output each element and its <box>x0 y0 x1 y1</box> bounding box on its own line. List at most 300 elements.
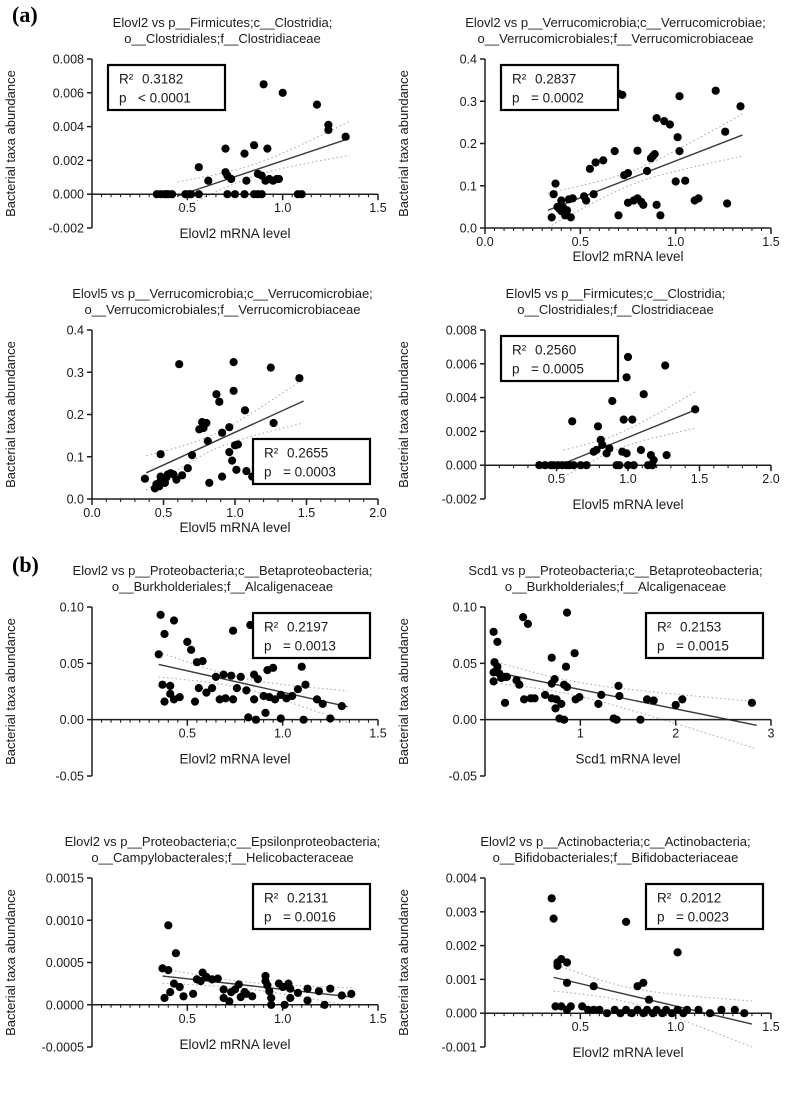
r2-label: R² <box>264 445 279 461</box>
data-point <box>252 716 260 724</box>
data-point <box>563 609 571 617</box>
p-label: p <box>264 464 272 480</box>
data-point <box>740 1009 748 1017</box>
data-point <box>204 437 212 445</box>
data-point <box>301 681 309 689</box>
stats-box <box>646 884 763 929</box>
data-point <box>618 91 626 99</box>
data-point <box>230 387 238 395</box>
y-axis-label: Bacterial taxa abundance <box>3 341 18 488</box>
data-point <box>313 101 321 109</box>
scatter-plot-elovl5-verrucomicrobiaceae <box>0 322 393 544</box>
x-tick-label: 2.0 <box>762 472 780 487</box>
y-tick-label: 0.006 <box>52 86 84 101</box>
scatter-plot-elovl2-clostridiaceae <box>0 51 393 273</box>
data-point <box>678 695 686 703</box>
data-point <box>223 190 231 198</box>
y-tick-label: 0.4 <box>66 323 84 338</box>
data-point <box>141 475 149 483</box>
data-point <box>187 646 195 654</box>
data-point <box>613 716 621 724</box>
r2-value: 0.2131 <box>287 890 329 906</box>
y-tick-label: -0.05 <box>55 769 84 784</box>
data-point <box>623 449 631 457</box>
data-point <box>218 429 226 437</box>
r2-label: R² <box>657 890 672 906</box>
data-point <box>515 681 523 689</box>
data-point <box>723 199 731 207</box>
plot-title-line1: Elovl2 vs p__Firmicutes;c__Clostridia; <box>112 15 333 30</box>
y-tick-label: 0.002 <box>445 939 477 954</box>
y-tick-label: 0.10 <box>59 600 84 615</box>
y-axis-label: Bacterial taxa abundance <box>3 70 18 217</box>
data-point <box>235 980 243 988</box>
data-point <box>493 638 501 646</box>
data-point <box>614 211 622 219</box>
data-point <box>214 975 222 983</box>
data-point <box>204 177 212 185</box>
plot-title-line1: Elovl2 vs p__Proteobacteria;c__Epsilonproteobacteria; <box>64 834 381 849</box>
data-point <box>675 147 683 155</box>
y-tick-label: 0.0000 <box>45 998 84 1013</box>
data-point <box>672 701 680 709</box>
data-point <box>281 1001 289 1009</box>
data-point <box>270 419 278 427</box>
data-point <box>531 694 539 702</box>
p-value: = 0.0023 <box>676 909 729 925</box>
data-point <box>183 638 191 646</box>
data-point <box>338 991 346 999</box>
data-point <box>267 994 275 1002</box>
data-point <box>731 1006 739 1014</box>
data-point <box>624 169 632 177</box>
data-point <box>557 955 565 963</box>
y-tick-label: 0.008 <box>52 52 84 67</box>
data-point <box>184 464 192 472</box>
data-point <box>637 446 645 454</box>
figure-cell <box>393 283 786 544</box>
x-tick-label: 0.5 <box>547 472 566 487</box>
data-point <box>620 416 628 424</box>
data-point <box>300 716 308 724</box>
panel-b <box>0 550 787 1092</box>
data-point <box>650 696 658 704</box>
scatter-plot-scd1-alcaligenaceae <box>393 599 786 821</box>
plot-title-line2: o__Bifidobacteriales;f__Bifidobacteriaceae <box>492 850 739 865</box>
x-tick-label: 1.0 <box>273 201 292 216</box>
data-point <box>178 471 186 479</box>
y-axis-label: Bacterial taxa abundance <box>3 618 18 765</box>
figure-cell <box>393 831 786 1092</box>
r2-value: 0.2197 <box>287 619 329 635</box>
y-tick-label: 0.2 <box>66 408 84 422</box>
figure-cell <box>0 283 393 544</box>
data-point <box>248 992 256 1000</box>
x-tick-label: 0.5 <box>571 235 590 249</box>
figure-cell <box>0 560 393 821</box>
data-point <box>242 177 250 185</box>
plot-title-line1: Scd1 vs p__Proteobacteria;c__Betaproteobacteria; <box>468 563 763 578</box>
plot-title <box>419 12 787 51</box>
data-point <box>205 479 213 487</box>
data-point <box>319 700 327 708</box>
data-point <box>614 682 622 690</box>
p-label: p <box>657 638 665 654</box>
data-point <box>212 390 220 398</box>
data-point <box>237 673 245 681</box>
data-point <box>160 630 168 638</box>
y-tick-label: 0.00 <box>452 713 477 728</box>
data-point <box>560 716 568 724</box>
data-point <box>286 985 294 993</box>
data-point <box>315 987 323 995</box>
data-point <box>175 360 183 368</box>
data-point <box>675 92 683 100</box>
data-point <box>157 611 165 619</box>
data-point <box>674 133 682 141</box>
data-point <box>582 461 590 469</box>
data-point <box>164 966 172 974</box>
r2-value: 0.2837 <box>535 71 577 87</box>
y-tick-label: 0.008 <box>445 323 477 338</box>
data-point <box>595 1006 603 1014</box>
data-point <box>254 675 262 683</box>
data-point <box>567 213 575 221</box>
y-tick-label: 0.10 <box>452 600 477 615</box>
data-point <box>298 663 306 671</box>
data-point <box>594 700 602 708</box>
data-point <box>347 990 355 998</box>
data-point <box>567 1002 575 1010</box>
scatter-plot-elovl2-alcaligenaceae <box>0 599 393 821</box>
y-tick-label: 0.002 <box>445 424 477 439</box>
data-point <box>202 419 210 427</box>
data-point <box>650 456 658 464</box>
data-point <box>172 949 180 957</box>
y-tick-label: 0.0 <box>66 492 84 507</box>
data-point <box>269 664 277 672</box>
data-point <box>666 120 674 128</box>
panel-a-grid <box>0 0 787 544</box>
data-point <box>232 466 240 474</box>
y-tick-label: 0.002 <box>52 153 84 168</box>
data-point <box>557 700 565 708</box>
data-point <box>717 1006 725 1014</box>
data-point <box>590 982 598 990</box>
p-label: p <box>264 909 272 925</box>
data-point <box>298 190 306 198</box>
data-point <box>221 145 229 153</box>
data-point <box>551 180 559 188</box>
x-tick-label: 1.0 <box>273 1011 292 1026</box>
p-value: = 0.0013 <box>283 638 336 654</box>
data-point <box>563 206 571 214</box>
p-value: = 0.0015 <box>676 638 729 654</box>
data-point <box>568 417 576 425</box>
y-axis-label: Bacterial taxa abundance <box>396 341 411 488</box>
data-point <box>244 713 252 721</box>
data-point <box>683 1006 691 1014</box>
data-point <box>286 994 294 1002</box>
data-point <box>653 114 661 122</box>
data-point <box>187 190 195 198</box>
data-point <box>324 126 332 134</box>
data-point <box>712 87 720 95</box>
data-point <box>240 190 248 198</box>
x-axis-label: Elovl2 mRNA level <box>179 226 291 242</box>
data-point <box>663 451 671 459</box>
x-tick-label: 1.0 <box>666 1020 685 1035</box>
data-point <box>221 694 229 702</box>
data-point <box>630 461 638 469</box>
x-axis-label: Elovl2 mRNA level <box>572 249 684 264</box>
y-axis-label: Bacterial taxa abundance <box>396 618 411 765</box>
data-point <box>326 985 334 993</box>
data-point <box>155 650 163 658</box>
data-point <box>575 693 583 701</box>
x-tick-label: 2.0 <box>369 506 387 520</box>
data-point <box>168 190 176 198</box>
data-point <box>603 1009 611 1017</box>
data-point <box>548 654 556 662</box>
data-point <box>622 918 630 926</box>
scatter-plot-elovl2-helicobacteraceae <box>0 870 393 1092</box>
plot-title <box>26 283 419 322</box>
x-tick-label: 1.0 <box>666 235 685 249</box>
data-point <box>263 145 271 153</box>
data-point <box>228 457 236 465</box>
confidence-band <box>493 661 757 749</box>
x-tick-label: 0.5 <box>154 506 173 520</box>
y-tick-label: 0.0005 <box>45 956 84 970</box>
data-point <box>598 441 606 449</box>
data-point <box>623 373 631 381</box>
data-point <box>633 147 641 155</box>
p-label: p <box>657 909 665 925</box>
scatter-plot-elovl2-bifidobacteriaceae <box>393 870 786 1092</box>
data-point <box>490 677 498 685</box>
data-point <box>303 996 311 1004</box>
x-tick-label: 2 <box>672 726 680 741</box>
p-label: p <box>264 638 272 654</box>
y-tick-label: 0.000 <box>445 1006 477 1021</box>
y-tick-label: 0.001 <box>445 972 477 987</box>
data-point <box>267 364 275 372</box>
y-tick-label: 0.006 <box>445 357 477 372</box>
plot-title-line2: o__Verrucomicrobiales;f__Verrucomicrobiaceae <box>84 302 361 317</box>
x-tick-label: 1.0 <box>619 472 637 487</box>
data-point <box>277 714 285 722</box>
p-value: = 0.0003 <box>283 464 336 480</box>
y-axis-label: Bacterial taxa abundance <box>396 70 411 217</box>
data-point <box>590 190 598 198</box>
p-label: p <box>512 90 520 106</box>
x-tick-label: 1.5 <box>762 1020 780 1035</box>
data-point <box>656 211 664 219</box>
x-tick-label: 0.5 <box>178 201 197 216</box>
y-tick-label: 0.000 <box>52 187 84 202</box>
plot-title <box>419 283 787 322</box>
stats-box <box>108 65 225 110</box>
data-point <box>653 201 661 209</box>
r2-label: R² <box>512 71 527 87</box>
p-value: = 0.0005 <box>531 361 584 377</box>
stats-box <box>501 336 618 381</box>
data-point <box>191 698 199 706</box>
data-point <box>721 128 729 136</box>
data-point <box>643 167 651 175</box>
stats-box <box>253 884 370 929</box>
y-tick-label: 0.000 <box>445 458 477 473</box>
data-point <box>288 692 296 700</box>
data-point <box>260 80 268 88</box>
plot-title <box>26 831 419 870</box>
y-tick-label: 0.2 <box>459 137 477 151</box>
data-point <box>338 702 346 710</box>
plot-title-line2: o__Burkholderiales;f__Alcaligenaceae <box>504 579 727 594</box>
x-axis-label: Elovl5 mRNA level <box>179 520 291 535</box>
y-tick-label: 0.3 <box>66 365 84 380</box>
r2-label: R² <box>512 342 527 358</box>
y-axis-label: Bacterial taxa abundance <box>396 889 411 1036</box>
x-tick-label: 1.5 <box>369 1011 387 1026</box>
data-point <box>570 461 578 469</box>
figure-cell <box>393 560 786 821</box>
x-tick-label: 0.5 <box>178 1011 197 1026</box>
data-point <box>563 979 571 987</box>
data-point <box>166 988 174 996</box>
data-point <box>295 374 303 382</box>
data-point <box>550 190 558 198</box>
plot-title-line1: Elovl5 vs p__Verrucomicrobia;c__Verrucomicrobiae; <box>72 286 373 301</box>
data-point <box>661 361 669 369</box>
data-point <box>250 695 258 703</box>
plot-title-line2: o__Clostridiales;f__Clostridiaceae <box>124 31 321 46</box>
data-point <box>166 682 174 690</box>
figure-cell <box>0 831 393 1092</box>
y-tick-label: 0.1 <box>66 450 84 465</box>
data-point <box>681 177 689 185</box>
data-point <box>548 213 556 221</box>
data-point <box>195 190 203 198</box>
data-point <box>176 983 184 991</box>
x-tick-label: 1 <box>576 726 584 741</box>
data-points <box>158 921 355 1009</box>
data-point <box>258 190 266 198</box>
y-tick-label: 0.05 <box>452 656 477 671</box>
figure-cell <box>0 12 393 273</box>
y-axis-label: Bacterial taxa abundance <box>3 889 18 1036</box>
panel-a-label: (a) <box>12 2 38 27</box>
y-tick-label: 0.004 <box>52 120 84 135</box>
data-point <box>195 684 203 692</box>
plot-title <box>26 12 419 51</box>
scatter-plot-elovl2-verrucomicrobiaceae <box>393 51 786 273</box>
data-point <box>691 405 699 413</box>
data-point <box>261 709 269 717</box>
data-point <box>615 692 623 700</box>
x-axis-label: Elovl5 mRNA level <box>572 497 684 513</box>
x-tick-label: 0.0 <box>83 506 101 520</box>
data-point <box>160 994 168 1002</box>
x-axis-label: Scd1 mRNA level <box>575 751 681 767</box>
data-point <box>636 716 644 724</box>
data-point <box>215 398 223 406</box>
data-point <box>548 894 556 902</box>
scatter-plot-elovl5-clostridiaceae <box>393 322 786 544</box>
data-point <box>188 451 196 459</box>
x-axis-label: Elovl2 mRNA level <box>572 1045 684 1061</box>
y-tick-label: -0.002 <box>48 221 84 236</box>
panel-b-grid <box>0 550 787 1092</box>
plot-title <box>419 560 787 599</box>
r2-value: 0.2560 <box>535 342 577 358</box>
x-tick-label: 1.5 <box>369 201 387 216</box>
y-tick-label: 0.0 <box>459 221 477 236</box>
data-point <box>748 699 756 707</box>
stats-box <box>253 613 370 658</box>
data-point <box>227 672 235 680</box>
data-point <box>230 358 238 366</box>
data-point <box>158 681 166 689</box>
panel-a <box>0 0 787 544</box>
data-point <box>303 985 311 993</box>
y-tick-label: -0.05 <box>448 769 477 784</box>
data-point <box>551 675 559 683</box>
data-point <box>233 684 241 692</box>
data-point <box>605 444 613 452</box>
data-point <box>571 649 579 657</box>
x-tick-label: 1.0 <box>226 506 244 520</box>
data-point <box>218 473 226 481</box>
y-tick-label: -0.001 <box>441 1040 477 1055</box>
data-point <box>694 194 702 202</box>
r2-value: 0.3182 <box>142 71 184 87</box>
x-tick-label: 0.5 <box>571 1020 590 1035</box>
data-point <box>490 628 498 636</box>
x-axis-label: Elovl2 mRNA level <box>179 751 291 767</box>
plot-title-line1: Elovl2 vs p__Proteobacteria;c__Betaproteobacteria; <box>72 563 373 578</box>
y-tick-label: 0.1 <box>459 179 477 194</box>
data-point <box>220 985 228 993</box>
data-point <box>645 996 653 1004</box>
plot-title-line2: o__Verrucomicrobiales;f__Verrucomicrobiaceae <box>477 31 754 46</box>
y-tick-label: 0.00 <box>59 713 84 728</box>
y-tick-label: 0.0010 <box>45 913 84 928</box>
data-point <box>240 150 248 158</box>
data-point <box>225 997 233 1005</box>
data-point <box>592 158 600 166</box>
y-tick-label: 0.4 <box>459 52 477 67</box>
r2-value: 0.2153 <box>680 619 722 635</box>
data-point <box>208 684 216 692</box>
data-point <box>586 165 594 173</box>
regression-line <box>178 138 350 195</box>
y-tick-label: 0.05 <box>59 656 84 671</box>
plot-title-line1: Elovl5 vs p__Firmicutes;c__Clostridia; <box>505 286 726 301</box>
y-tick-label: 0.004 <box>445 871 477 886</box>
data-point <box>557 196 565 204</box>
y-tick-label: 0.004 <box>445 391 477 406</box>
p-label: p <box>512 361 520 377</box>
data-point <box>321 1001 329 1009</box>
data-point <box>242 686 250 694</box>
stats-box <box>646 613 763 658</box>
p-value: = 0.0002 <box>531 90 584 106</box>
data-point <box>170 616 178 624</box>
data-point <box>611 147 619 155</box>
data-point <box>524 620 532 628</box>
